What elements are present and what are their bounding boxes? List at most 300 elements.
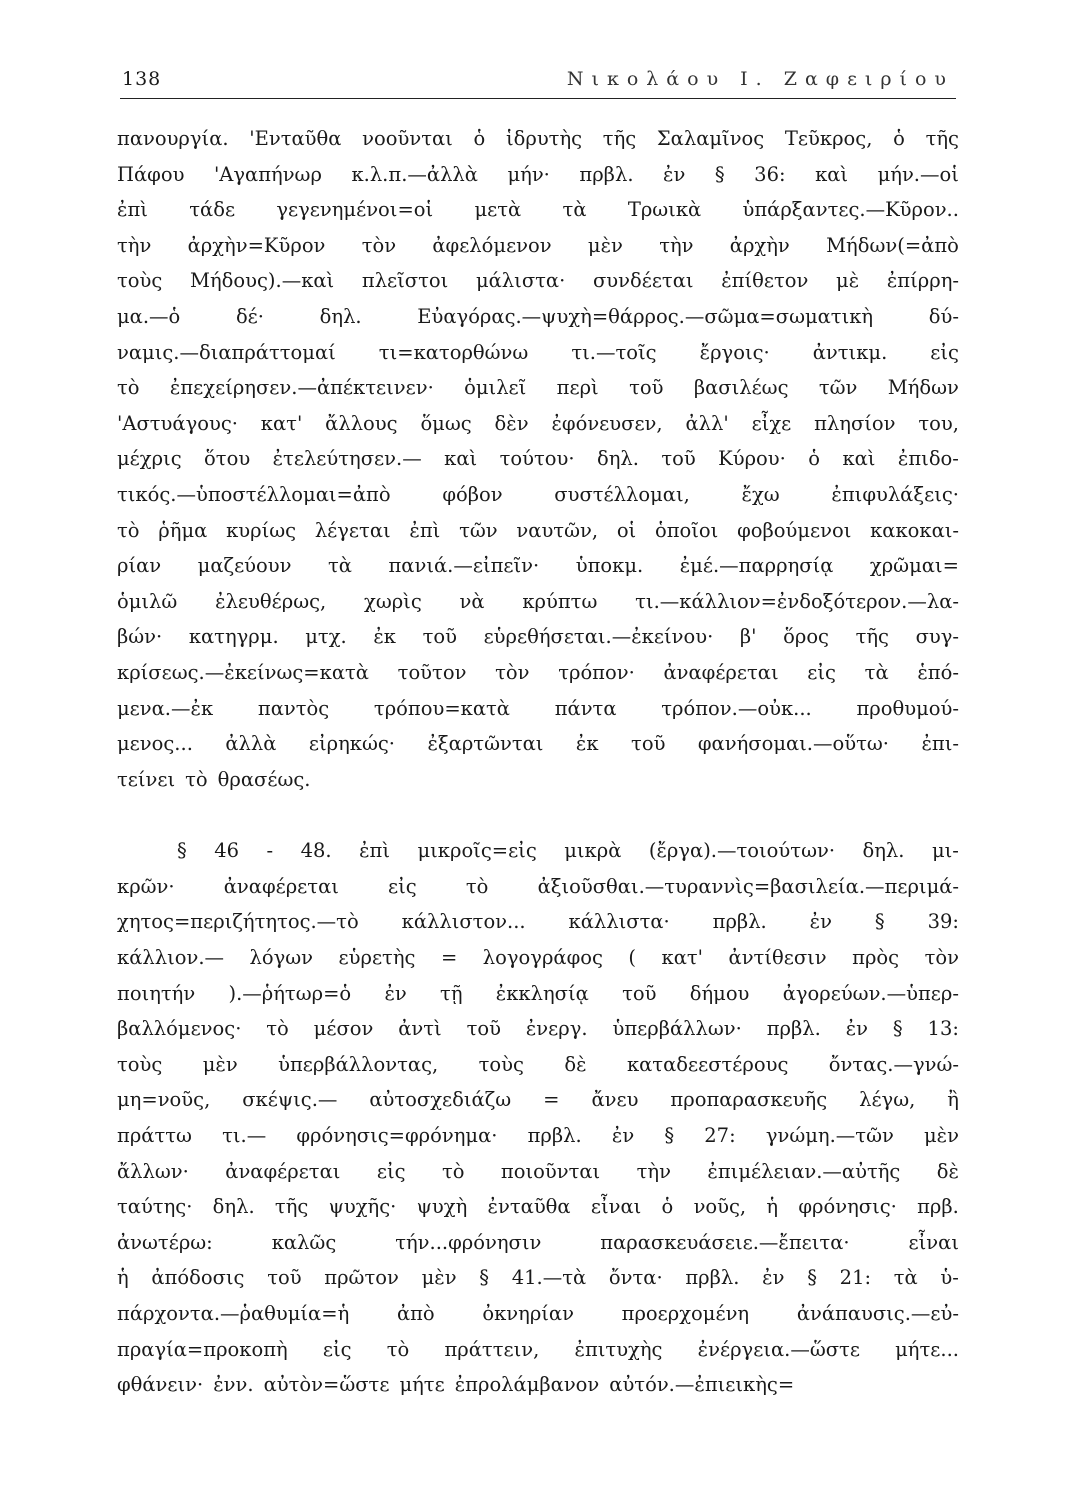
word: αὐτὸν=ὥστε — [263, 1373, 390, 1397]
word: δύ- — [928, 304, 959, 328]
word: δὲ — [936, 1159, 959, 1183]
word: καὶ — [444, 447, 478, 471]
word: πραγία=προκοπὴ — [117, 1337, 288, 1361]
word: μενος... — [117, 732, 193, 756]
word: συστέλλομαι, — [554, 482, 690, 506]
word: τήν...φρόνησιν — [395, 1230, 542, 1254]
word: ἄνευ — [591, 1088, 639, 1112]
word: εἶχε — [751, 411, 792, 435]
word: ἐπίθετον — [721, 269, 809, 293]
word: τὸ — [465, 874, 489, 898]
word: ψυχὴ — [416, 1195, 468, 1219]
word: μήτε... — [895, 1337, 959, 1361]
word: κάλλιστα· — [568, 910, 670, 934]
word: τὸ — [117, 518, 140, 542]
word: τὸν — [924, 946, 959, 970]
text-line — [117, 982, 959, 1018]
text-line — [117, 269, 959, 305]
word: τρόπου=κατὰ — [373, 696, 510, 720]
word: ἀπόδοσις — [151, 1266, 245, 1290]
word: τὴν — [636, 1159, 671, 1183]
text-line — [117, 946, 959, 982]
word: φρόνησις=φρόνημα· — [296, 1124, 498, 1148]
word: ἐνταῦθα — [487, 1195, 571, 1219]
word: εὑρετὴς — [338, 946, 416, 970]
word: ἐπιφυλάξεις· — [831, 482, 959, 506]
word: δὲ — [564, 1052, 587, 1076]
text-line — [117, 519, 959, 555]
word: Εὐαγόρας.—ψυχὴ=θάρρος.—σῶμα=σωματικὴ — [417, 304, 874, 328]
text-line — [117, 447, 959, 483]
word: ἐπίρρη- — [886, 269, 959, 293]
word: ἀξιοῦσθαι.—τυραννὶς=βασιλεία.—περιμά- — [537, 874, 959, 898]
word: 'Αστυάγους· — [117, 411, 238, 435]
word: ἐνεργ. — [525, 1017, 588, 1041]
word: ἐνέργεια.—ὥστε — [697, 1337, 860, 1361]
word: φθάνειν· — [117, 1373, 204, 1397]
word: λέγω, — [859, 1088, 916, 1112]
text-line — [117, 1195, 959, 1231]
word: ἐκ — [373, 625, 396, 649]
word: τρόπον· — [558, 660, 635, 684]
word: ἀναφέρεται — [223, 874, 339, 898]
word: ἀλλ' — [685, 411, 729, 435]
word: μετὰ — [474, 198, 522, 222]
text-line — [117, 1160, 959, 1196]
word: πράττω — [117, 1124, 192, 1148]
word: προερχομένη — [621, 1302, 750, 1325]
word: ὑποκμ. — [575, 554, 644, 578]
word: τούτου· — [499, 447, 575, 471]
word: ὑ- — [940, 1266, 959, 1290]
word: Πάφου — [117, 162, 185, 186]
word: τῆς — [855, 625, 889, 649]
word: παρασκευάσειε.—ἔπειτα· — [600, 1230, 850, 1254]
text-line — [117, 376, 959, 412]
word: θρασέως. — [217, 767, 311, 791]
word: εἰς — [376, 1159, 406, 1183]
word: εὑρεθήσεται.—ἐκείνου· — [483, 625, 714, 649]
word: 13: — [927, 1017, 959, 1041]
word: ἐλευθέρως, — [215, 589, 327, 613]
text-line — [117, 412, 959, 448]
word: ἀντὶ — [398, 1017, 442, 1041]
word: 46 — [214, 839, 240, 863]
word: φοβούμενοι — [737, 518, 852, 542]
word: ἔργοις· — [699, 340, 770, 364]
text-line — [117, 1302, 959, 1338]
word: κατ' — [661, 946, 704, 970]
word: τείνει — [117, 767, 176, 791]
word: πρβ. — [917, 1195, 959, 1219]
word: τὸν — [495, 660, 530, 684]
word: εἶναι — [908, 1230, 959, 1254]
page-header — [120, 62, 954, 96]
word: ἐξαρτῶνται — [427, 732, 544, 756]
word: δὲν — [494, 411, 529, 435]
word: ρίαν — [117, 554, 162, 578]
word: τι.—κάλλιον=ἐνδοξότερον.—λα- — [635, 589, 959, 613]
running-head: Νικολάου Ι. Ζαφειρίου — [566, 68, 954, 90]
word: ναμις.—διαπράττομαί — [117, 340, 336, 364]
word: ἀλλὰ — [225, 732, 277, 756]
word: ὄντα· — [608, 1266, 663, 1290]
word: μι- — [931, 839, 959, 863]
word: πρῶτον — [324, 1266, 399, 1290]
word: ὑπερβάλλοντας, — [278, 1052, 439, 1076]
word: φρόνησις· — [798, 1195, 897, 1219]
text-line — [117, 1373, 959, 1409]
word: μήν.—οἱ — [877, 162, 959, 186]
word: ἑπό- — [917, 660, 959, 684]
word: ὅμως — [420, 411, 472, 435]
word: καὶ — [815, 162, 849, 186]
word: τρόπον.—οὐκ... — [661, 696, 812, 720]
word: καὶ — [842, 447, 876, 471]
word: πρὸς — [852, 946, 900, 970]
word: αὐτοσχεδιάζω — [369, 1088, 512, 1112]
word: β' — [739, 625, 757, 649]
text-line — [117, 127, 959, 163]
commentary-body — [117, 127, 959, 1409]
word: ἡ — [117, 1266, 129, 1290]
word: δηλ. — [862, 839, 905, 863]
paragraph — [117, 839, 959, 1409]
word: μη=νοῦς, — [117, 1088, 211, 1112]
text-line — [117, 483, 959, 519]
word: ἐτελεύτησεν.— — [272, 447, 422, 471]
word: τοῦ — [629, 376, 664, 400]
word: ἐπιμέλειαν.—αὐτῆς — [707, 1159, 901, 1183]
word: 'Ενταῦθα — [249, 127, 342, 150]
word: ἔχω — [741, 482, 780, 506]
word: εἰς — [807, 660, 836, 684]
word: 21: — [839, 1266, 872, 1290]
word: ἐκ — [575, 732, 599, 756]
text-line — [117, 198, 959, 234]
text-line — [117, 1017, 959, 1053]
text-line — [117, 163, 959, 199]
paragraph-gap — [117, 803, 959, 839]
word: εἰς — [322, 1337, 352, 1361]
word: μέχρις — [117, 447, 182, 471]
text-line — [117, 1231, 959, 1267]
word: 27: — [704, 1124, 736, 1148]
text-line — [117, 875, 959, 911]
word: τι.—τοῖς — [571, 340, 657, 364]
word: τὰ — [864, 660, 889, 684]
word: ὅρος — [783, 625, 829, 649]
word: αὐτόν.—ἐπιεικὴς= — [609, 1373, 795, 1397]
word: μικροῖς=εἰς — [417, 839, 537, 863]
word: τὰ — [893, 1266, 918, 1290]
text-line — [117, 590, 959, 626]
word: κακοκαι- — [870, 518, 959, 542]
word: 39: — [927, 910, 959, 934]
word: ἐμέ.—παρρησίᾳ — [679, 554, 834, 578]
word: χωρὶς — [364, 589, 422, 613]
word: μάλιστα· — [475, 269, 566, 293]
word: κ.λ.π.—ἀλλὰ — [351, 162, 478, 186]
word: ὁμιλῶ — [117, 589, 178, 613]
word: πρβλ. — [685, 1266, 740, 1290]
word: μήν· — [507, 162, 550, 186]
word: τῆς — [602, 127, 637, 150]
word: εἶναι — [590, 1195, 642, 1219]
word: μὲ — [836, 269, 860, 293]
word: προθυμού- — [856, 696, 959, 720]
text-line — [117, 1266, 959, 1302]
word: του, — [918, 411, 959, 435]
word: Κύρου· — [718, 447, 786, 471]
word: μὲν — [587, 233, 623, 257]
word: ὁποῖοι — [654, 518, 719, 542]
word: μήτε — [399, 1373, 445, 1397]
word: τοὺς — [117, 1052, 163, 1076]
word: ὑπερβάλλων· — [612, 1017, 742, 1041]
text-line — [117, 625, 959, 661]
word: φανήσομαι.—οὕτω· — [697, 732, 889, 756]
word: ἀνάπαυσις.—εὐ- — [796, 1302, 959, 1325]
word: ἐν — [663, 162, 686, 186]
word: τὸν — [361, 233, 397, 257]
text-line — [117, 1338, 959, 1374]
word: ἡ — [766, 1195, 779, 1219]
word: Τεῦκρος, — [784, 127, 873, 150]
word: οἱ — [616, 518, 637, 542]
word: ἀναφέρεται — [225, 1159, 341, 1183]
word: μτχ. — [305, 625, 347, 649]
word: χρῶμαι= — [869, 554, 959, 578]
word: 36: — [754, 162, 786, 186]
word: ἱδρυτὴς — [505, 127, 583, 150]
word: τὸ — [117, 376, 140, 400]
word: πρβλ. — [527, 1124, 582, 1148]
word: λόγων — [249, 946, 314, 970]
word: συγ- — [915, 625, 959, 649]
word: § — [874, 910, 885, 934]
word: ὀκνηρίαν — [482, 1302, 574, 1325]
text-line — [117, 1124, 959, 1160]
word: δέ· — [235, 304, 264, 328]
word: ἀναφέρεται — [663, 660, 779, 684]
word: κατηγρμ. — [188, 625, 279, 649]
word: ἀνωτέρω: — [117, 1230, 213, 1254]
word: λέγεται — [314, 518, 391, 542]
text-line — [117, 554, 959, 590]
word: Μήδων — [887, 376, 959, 400]
word: χητος=περιζήτητος.—τὸ — [117, 910, 359, 934]
word: ἐν — [809, 910, 832, 934]
word: ἐπρολάμβανον — [454, 1373, 600, 1397]
word: ἐν — [762, 1266, 785, 1290]
word: ἐπὶ — [409, 518, 441, 542]
word: πλεῖστοι — [361, 269, 449, 293]
word: (ἔργα).—τοιούτων· — [648, 839, 836, 863]
word: τοῦ — [466, 1017, 501, 1041]
word: τοῦ — [631, 732, 666, 756]
word: § — [664, 1124, 675, 1148]
word: τὴν — [117, 233, 152, 257]
word: πρβλ. — [579, 162, 634, 186]
word: ποιοῦνται — [500, 1159, 601, 1183]
word: ποιητήν — [117, 981, 196, 1005]
word: ἀφελόμενον — [432, 233, 552, 257]
word: 'Αγαπήνωρ — [213, 162, 322, 186]
word: πάντα — [554, 696, 617, 720]
word: εἰρηκώς· — [308, 732, 395, 756]
word: τῆς — [925, 127, 959, 150]
word: πρβλ. — [712, 910, 767, 934]
word: ἀντίθεσιν — [728, 946, 827, 970]
word: ἀντικμ. — [812, 340, 888, 364]
word: μέσον — [313, 1017, 374, 1041]
word: ὑπάρξαντες.—Κῦρον.. — [742, 198, 959, 222]
word: τὸ — [386, 1337, 410, 1361]
word: πανουργία. — [117, 127, 229, 150]
word: § — [714, 162, 725, 186]
word: ).—ῥήτωρ=ὁ — [228, 981, 352, 1005]
word: νὰ — [459, 589, 485, 613]
text-line — [117, 341, 959, 377]
word: παντὸς — [257, 696, 330, 720]
word: ἐπὶ — [117, 198, 148, 222]
word: ἀρχὴν — [729, 233, 790, 257]
word: ἀγορεύων.—ὑπερ- — [782, 981, 959, 1005]
word: § — [479, 1266, 490, 1290]
word: πράττειν, — [444, 1337, 540, 1361]
word: βασιλέως — [693, 376, 789, 400]
word: μὲν — [421, 1266, 457, 1290]
word: τὸ — [266, 1017, 289, 1041]
text-line — [117, 661, 959, 697]
word: κρίσεως.—ἐκείνως=κατὰ — [117, 660, 369, 684]
word: ἐνν. — [213, 1373, 254, 1397]
word: πανιά.—εἰπεῖν· — [388, 554, 540, 578]
word: ἐπιτυχὴς — [574, 1337, 663, 1361]
word: προπαρασκευῆς — [670, 1088, 828, 1112]
word: ὄντας.—γνώ- — [828, 1052, 959, 1076]
word: δηλ. — [212, 1195, 255, 1219]
word: Σαλαμῖνος — [656, 127, 765, 150]
word: μενα.—ἐκ — [117, 696, 214, 720]
word: ναυτῶν, — [516, 518, 599, 542]
word: § — [892, 1017, 903, 1041]
word: κατ' — [260, 411, 303, 435]
word: καλῶς — [271, 1230, 337, 1254]
word: ἀπὸ — [396, 1302, 435, 1325]
word: γνώμη.—τῶν — [765, 1124, 894, 1148]
word: ὁμιλεῖ — [464, 376, 527, 400]
word: τάδε — [189, 198, 236, 222]
word: μα.—ὁ — [117, 304, 181, 328]
word: ῥῆμα — [158, 518, 208, 542]
word: κρῶν· — [117, 874, 175, 898]
text-line — [117, 839, 959, 875]
word: ἄλλους — [325, 411, 398, 435]
word: κάλλιστον... — [401, 910, 526, 934]
word: τικός.—ὑποστέλλομαι=ἀπὸ — [117, 482, 391, 506]
word: § — [807, 1266, 817, 1290]
word: Μήδων(=ἀπὸ — [826, 233, 959, 257]
word: § — [177, 839, 187, 863]
word: τι.— — [222, 1124, 267, 1148]
text-line — [117, 768, 959, 804]
word: = — [543, 1088, 560, 1112]
word: νοοῦνται — [362, 127, 453, 150]
word: ὅτου — [204, 447, 251, 471]
word: μικρὰ — [564, 839, 622, 863]
word: φόβον — [442, 482, 503, 506]
word: ἐκκλησίᾳ — [495, 981, 589, 1005]
word: ἐπὶ — [359, 839, 390, 863]
word: Τρωικὰ — [627, 198, 702, 222]
word: ψυχῆς· — [328, 1195, 397, 1219]
word: ἢ — [947, 1088, 959, 1112]
word: τὰ — [562, 198, 587, 222]
paragraph — [117, 127, 959, 803]
text-line — [117, 305, 959, 341]
word: κυρίως — [226, 518, 297, 542]
word: τι=κατορθώνω — [378, 340, 529, 364]
word: πλησίον — [814, 411, 896, 435]
word: 48. — [300, 839, 332, 863]
text-line — [117, 1088, 959, 1124]
word: γεγενημένοι=οἱ — [276, 198, 434, 222]
word: μὲν — [923, 1124, 959, 1148]
word: ἐφόνευσεν, — [551, 411, 663, 435]
word: κάλλιον.— — [117, 946, 225, 970]
word: τοῦ — [661, 447, 696, 471]
word: εἰς — [388, 874, 417, 898]
word: τὰ — [328, 554, 352, 578]
word: 41.—τὰ — [511, 1266, 587, 1290]
word: ἐν — [611, 1124, 635, 1148]
word: ὁ — [808, 447, 821, 471]
word: τὴν — [659, 233, 694, 257]
word: σκέψις.— — [242, 1088, 338, 1112]
word: ἐν — [845, 1017, 869, 1041]
word: τοὺς — [478, 1052, 524, 1076]
word: ἐπιδο- — [897, 447, 959, 471]
word: ἀρχὴν=Κῦρον — [187, 233, 326, 257]
word: μὲν — [202, 1052, 238, 1076]
word: κρύπτω — [522, 589, 598, 613]
text-line — [117, 732, 959, 768]
word: περὶ — [556, 376, 599, 400]
word: τὸ — [185, 767, 208, 791]
word: νοῦς, — [693, 1195, 747, 1219]
word: τοῦτον — [397, 660, 467, 684]
word: τῶν — [459, 518, 498, 542]
text-line — [117, 910, 959, 946]
word: συνδέεται — [592, 269, 694, 293]
word: ταύτης· — [117, 1195, 193, 1219]
word: μαζεύουν — [197, 554, 292, 578]
word: ὁ — [893, 127, 905, 150]
word: καταδεεστέρους — [626, 1052, 789, 1076]
text-line — [117, 697, 959, 733]
word: βαλλόμενος· — [117, 1017, 242, 1041]
word: ὁ — [661, 1195, 674, 1219]
word: βών· — [117, 625, 163, 649]
word: τοῦ — [622, 981, 657, 1005]
word: Μήδους).—καὶ — [189, 269, 335, 293]
word: ἐπεχείρησεν.—ἀπέκτεινεν· — [169, 376, 434, 400]
word: τοὺς — [117, 269, 163, 293]
page-number: 138 — [122, 68, 162, 90]
word: δηλ. — [319, 304, 362, 328]
